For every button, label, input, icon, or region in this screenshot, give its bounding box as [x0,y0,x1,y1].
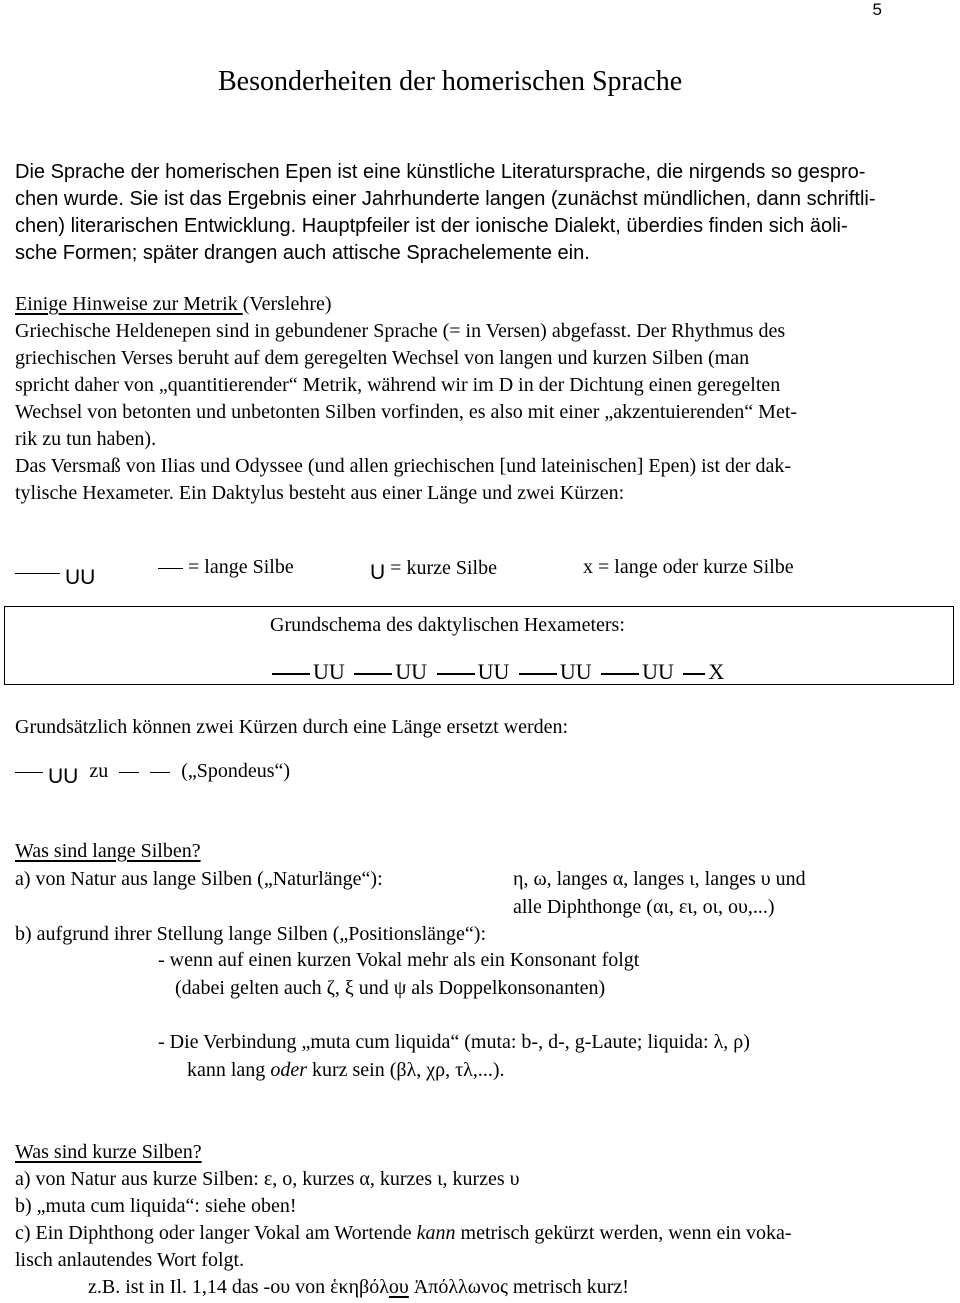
example-text: Ἀπόλλωνος metrisch kurz! [408,1276,629,1298]
metrik-line: Das Versmaß von Ilias und Odyssee (und allen griechischen [und lateinischen] Epen) ist der dak- [15,455,792,477]
spondeus-text: Grundsätzlich können zwei Kürzen durch eine Länge ersetzt werden: [15,716,569,738]
long-b-rule: (dabei gelten auch ζ, ξ und ψ als Doppelkonsonanten) [175,977,606,999]
example-text: z.B. ist in Il. 1,14 das -ου von ἑκηβόλ [88,1276,389,1298]
metrik-line: Griechische Heldenepen sind in gebundener Sprache (= in Versen) abgefasst. Der Rhythmus des [15,320,786,342]
long-a-value: alle Diphthonge (αι, ει, οι, ου,...) [513,896,775,918]
intro-line: Die Sprache der homerischen Epen ist eine künstliche Literatursprache, die nirgends so gespro- [15,161,866,183]
legend-anceps-label: x = lange oder kurze Silbe [583,556,794,578]
schema-title: Grundschema des daktylischen Hexameters: [270,614,625,636]
schema-foot-breves: UU [313,659,345,684]
rule-emphasis: kann [416,1222,456,1244]
rule-emphasis: oder [270,1059,307,1081]
short-example [88,1274,629,1301]
intro-line: chen) literarischen Entwicklung. Hauptpfeiler ist der ionische Dialekt, überdies finden sich äoli- [15,215,848,237]
page-number: 5 [872,0,882,19]
legend-long [158,554,294,581]
rule-text: metrisch gekürzt werden, wenn ein voka- [455,1222,792,1244]
long-syllable-mark [272,673,310,675]
long-b-rule: - Die Verbindung „muta cum liquida“ (muta: b-, d-, g-Laute; liquida: λ, ρ) [158,1031,750,1053]
long-syllable-label: = lange Silbe [188,556,294,578]
long-syllable-mark [150,772,170,774]
short-rule: lisch anlautendes Wort folgt. [15,1249,245,1271]
metrik-heading-rest: (Verslehre) [242,293,332,315]
schema-foot-breves: UU [477,659,510,684]
metrik-line: griechischen Verses beruht auf dem geregelten Wechsel von langen und kurzen Silben (man [15,347,750,369]
spondeus-label: („Spondeus“) [181,760,291,782]
intro-paragraph [15,159,876,267]
intro-line: chen wurde. Sie ist das Ergebnis einer Jahrhunderte langen (zunächst mündlichen, dann schriftli- [15,188,876,210]
short-syllable-label: = kurze Silbe [390,557,497,579]
legend-short [370,554,497,582]
rule-text: c) Ein Diphthong oder langer Vokal am Wortende [15,1222,417,1244]
metrik-line: Wechsel von betonten und unbetonten Silben vorfinden, es also mit einer „akzentuierenden“ Met- [15,401,798,423]
long-syllable-mark [119,772,139,774]
schema-final-anceps: X [708,659,725,684]
long-a-value: η, ω, langes α, langes ι, langes υ und [513,868,806,890]
long-syllable-mark [519,673,557,675]
long-syllables-heading: Was sind lange Silben? [15,840,201,862]
long-b-rule: - wenn auf einen kurzen Vokal mehr als ein Konsonant folgt [158,949,640,971]
page-title: Besonderheiten der homerischen Sprache [218,66,683,97]
short-syllables-mark: UU [65,566,96,589]
long-syllable-mark [354,673,392,675]
short-rule: a) von Natur aus kurze Silben: ε, ο, kurzes α, kurzes ι, kurzes υ [15,1168,520,1190]
spondeus-example [15,757,291,788]
rule-text: kann lang [187,1059,271,1081]
short-syllable-mark: U [370,561,386,584]
long-syllable-mark [158,568,183,570]
short-rule [15,1220,792,1247]
long-syllable-mark [15,573,60,575]
metrik-heading-underlined: Einige Hinweise zur Metrik [15,293,243,315]
rule-text: kurz sein (βλ, χρ, τλ,...). [306,1059,505,1081]
schema-foot-breves: UU [395,659,428,684]
metrik-line: tylische Hexameter. Ein Daktylus besteht aus einer Länge und zwei Kürzen: [15,482,625,504]
spondeus-zu: zu [89,760,109,782]
metrik-section [15,291,797,507]
metrik-heading [15,291,797,318]
long-syllable-mark [683,673,705,675]
schema-foot-breves: UU [642,659,674,684]
metrik-line: spricht daher von „quantitierender“ Metrik, während wir im D in der Dichtung einen geregelten [15,374,781,396]
short-syllables-heading: Was sind kurze Silben? [15,1141,202,1163]
long-syllable-mark [601,673,639,675]
schema-foot-breves: UU [559,659,592,684]
intro-line: sche Formen; später drangen auch attische Sprachelemente ein. [15,242,590,264]
long-syllable-mark [437,673,475,675]
legend-dactyl [15,558,96,589]
long-a-label: a) von Natur aus lange Silben („Naturlänge“): [15,868,383,890]
long-b-rule [187,1057,505,1084]
long-syllable-mark [15,772,43,774]
metrik-line: rik zu tun haben). [15,428,157,450]
short-syllables-mark: UU [48,765,79,788]
short-rule: b) „muta cum liquida“: siehe oben! [15,1195,297,1217]
long-b-label: b) aufgrund ihrer Stellung lange Silben („Positionslänge“): [15,923,487,945]
schema-feet [272,658,724,685]
example-underlined: ου [388,1276,409,1298]
